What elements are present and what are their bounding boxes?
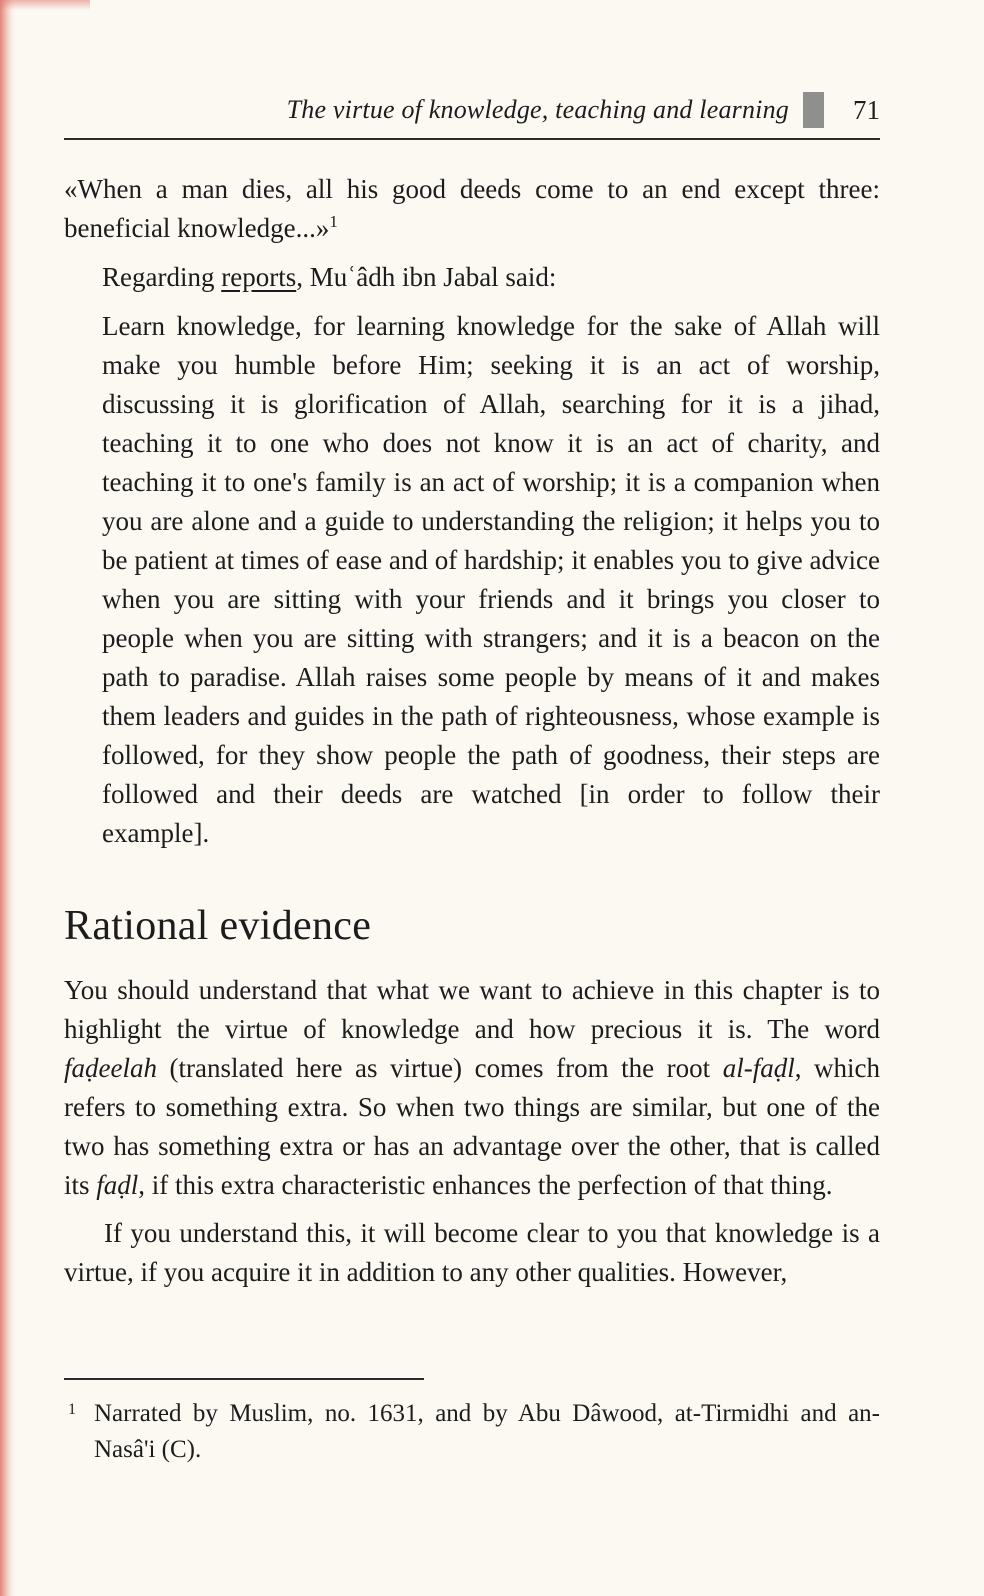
footnote-marker: 1	[68, 1401, 76, 1418]
section-paragraph-1	[64, 971, 880, 1205]
header-marker-block	[803, 92, 824, 128]
opening-quote-text: «When a man dies, all his good deeds come to an end except three: beneficial knowledge...»	[64, 174, 880, 243]
para1-italic-term-fadl: faḍl	[96, 1170, 139, 1200]
running-header-title: The virtue of knowledge, teaching and learning	[286, 95, 789, 124]
opening-quote-paragraph	[64, 170, 880, 248]
running-header	[64, 92, 880, 140]
footnote-text: Narrated by Muslim, no. 1631, and by Abu Dâwood, at-Tirmidhi and an-Nasâ'i (C).	[94, 1400, 880, 1463]
para1-part-0: You should understand that what we want to achieve in this chapter is to highlight the virtue of knowledge and how precious it is. The word	[64, 975, 880, 1044]
section-paragraph-2: If you understand this, it will become clear to you that knowledge is a virtue, if you acquire it in addition to any other qualities. However,	[64, 1218, 880, 1287]
para1-part-2: (translated here as virtue) comes from the root	[156, 1053, 723, 1083]
footnote-reference: 1	[329, 212, 338, 231]
para1-part-6: , if this extra characteristic enhances the perfection of that thing.	[138, 1170, 833, 1200]
regarding-underlined-word: reports	[221, 262, 297, 292]
regarding-suffix: , Muʿâdh ibn Jabal said:	[296, 262, 557, 292]
section-heading: Rational evidence	[64, 903, 372, 949]
regarding-paragraph	[64, 258, 880, 297]
regarding-prefix: Regarding	[102, 262, 222, 292]
para1-italic-term-al-fadl: al-faḍl	[722, 1053, 795, 1083]
page-number: 71	[853, 94, 880, 125]
para1-italic-term-fadeelah: faḍeelah	[64, 1053, 157, 1083]
para1-part-4: , which refers to something extra. So when two things are similar, but one of the two has something extra or has an advantage over the other, that is called its	[64, 1053, 880, 1200]
vertical-spacer	[64, 1292, 880, 1378]
block-quote-paragraph: Learn knowledge, for learning knowledge for the sake of Allah will make you humble before Him; seeking it is an act of worship, discussing it is glorification of Allah, searching for it is a jihad, teaching it to one who does not know it is an act of charity, and teaching it to one's family is an act of worship; it is a companion when you are alone and a guide to understanding the religion; it helps you to be patient at times of ease and of hardship; it enables you to give advice when you are sitting with your friends and it brings you closer to people when you are sitting with strangers; and it is a beacon on the path to paradise. Allah raises some people by means of it and makes them leaders and guides in the path of righteousness, whose example is followed, for they show people the path of goodness, their steps are followed and their deeds are watched [in order to follow their example].	[102, 311, 880, 848]
footnote	[64, 1396, 880, 1468]
footnote-separator-rule	[64, 1378, 424, 1380]
